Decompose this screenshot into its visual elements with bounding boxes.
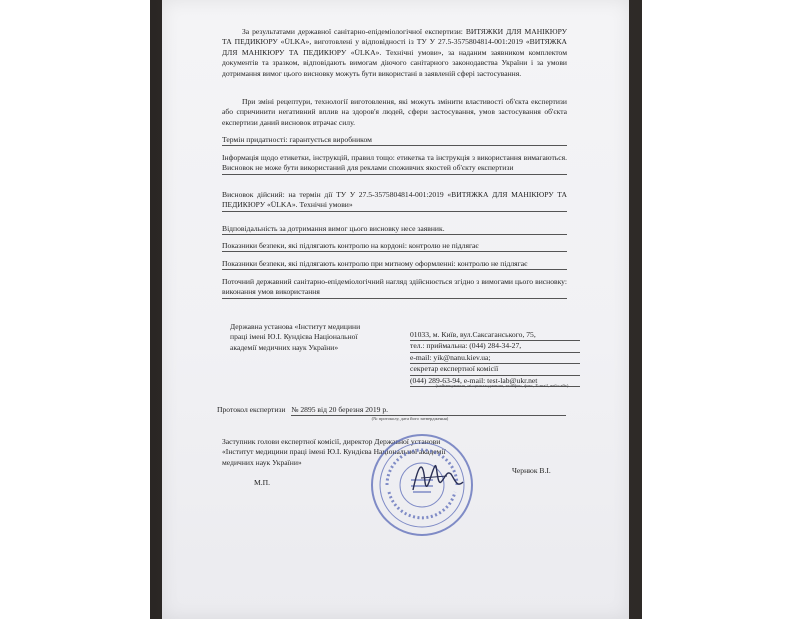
secretary-line: секретар експертної комісії xyxy=(410,364,580,375)
protocol-caption: (№ протоколу, дата його затвердження) xyxy=(371,416,449,421)
email-line: e-mail: yik@nanu.kiev.ua; xyxy=(410,353,580,364)
signer-name: Чернюк В.І. xyxy=(512,466,551,475)
border-control-field: Показники безпеки, які підлягають контролю на кордоні: контролю не підлягає xyxy=(222,241,567,252)
protocol-label: Протокол експертизи xyxy=(217,405,286,414)
address-line: 01033, м. Київ, вул.Саксаганського, 75, xyxy=(410,330,580,341)
validity-loss-paragraph: При зміні рецептури, технології виготовлення, які можуть змінити властивості об'єкта експертизи або спричинити негативний вплив на здоров'я людей, сфери застосування, умов застосування об'єкта експертизи даний висновок втрачає силу. xyxy=(222,97,567,127)
conclusion-document-page xyxy=(162,0,629,619)
supervision-field: Поточний державний санітарно-епідеміологічний нагляд здійснюється згідно з вимогами цього висновку: виконання умов використання xyxy=(222,277,567,299)
signer-title: Заступник голови експертної комісії, директор Державної установи «Інститут медицини праці імені Ю.І. Кундієва Національної академії медичних наук України» xyxy=(222,437,446,467)
responsibility-field: Відповідальність за дотримання вимог цього висновку несе заявник. xyxy=(222,224,567,235)
stamp-place-label: М.П. xyxy=(254,478,271,487)
organization-contacts xyxy=(410,330,580,387)
customs-control-field: Показники безпеки, які підлягають контролю при митному оформленні: контролю не підлягає xyxy=(222,259,567,270)
conclusion-paragraph: За результатами державної санітарно-епідеміологічної експертизи: ВИТЯЖКИ ДЛЯ МАНІКЮРУ ТА ПЕДИКЮРУ «ÜLKA», виготовлені у відповідності із ТУ У 27.5-3575804814-001:2019 «ВИТЯЖКА ДЛЯ МАНІКЮРУ ТА ПЕДИКЮРУ «ÜLKA». Технічні умови», за наданим заявником комплектом документів та зразком, відповідають вимогам діючого санітарного законодавства України і за умови дотримання вимог цього висновку можуть бути використані в заявленій сфері застосування. xyxy=(222,27,567,78)
label-info-field: Інформація щодо етикетки, інструкцій, правил тощо: етикетка та інструкція з використання вимагаються. Висновок не може бути використаний для реклами споживчих якостей об'єкту експертизи xyxy=(222,153,567,175)
protocol-row xyxy=(217,405,607,416)
phone-line: тел.: приймальна: (044) 284-34-27, xyxy=(410,341,580,352)
organization-name: Державна установа «Інститут медицини праці імені Ю.І. Кундієва Національної академії медичних наук України» xyxy=(230,322,361,352)
handwritten-signature-icon xyxy=(407,452,467,502)
address-caption: (найменування, місцезнаходження, телефон, факс, E-mail, веб-сайт) xyxy=(435,383,569,388)
protocol-value: № 2895 від 20 березня 2019 р. xyxy=(291,405,566,416)
shelf-life-field: Термін придатності: гарантується виробником xyxy=(222,135,567,146)
secretary-contact-line: (044) 289-63-94, e-mail: test-lab@ukr.net xyxy=(410,376,580,387)
validity-field: Висновок дійсний: на термін дії ТУ У 27.5-3575804814-001:2019 «ВИТЯЖКА ДЛЯ МАНІКЮРУ ТА ПЕДИКЮРУ «ÜLKA». Технічні умови» xyxy=(222,190,567,212)
